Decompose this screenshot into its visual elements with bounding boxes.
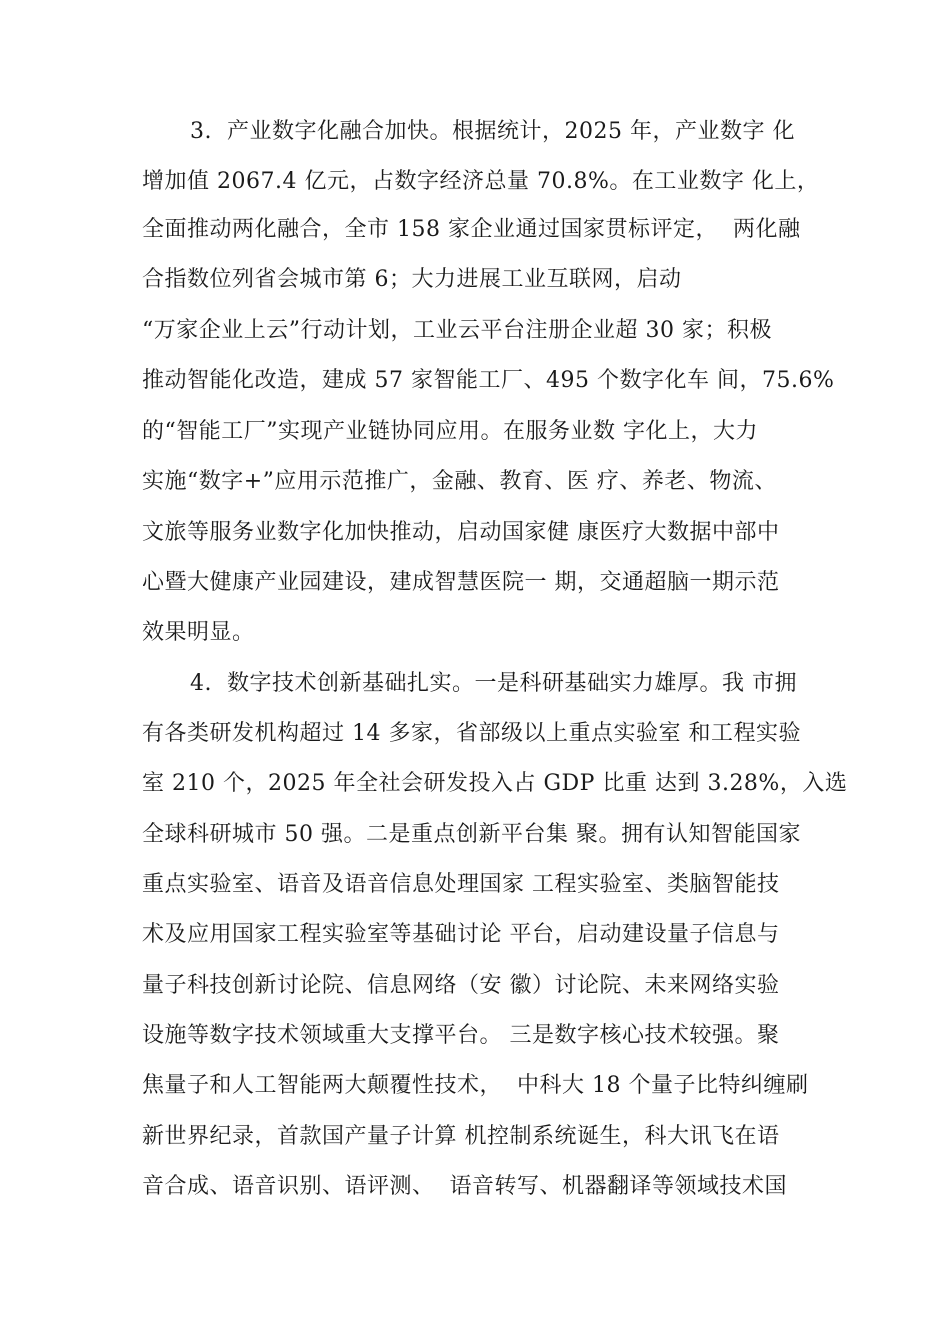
paragraph-4-line-10: 新世界纪录，首款国产量子计算 机控制系统诞生，科大讯飞在语 [142, 1124, 780, 1149]
paragraph-3-line-11: 效果明显。 [142, 620, 255, 645]
paragraph-4-line-5: 重点实验室、语音及语音信息处理国家 工程实验室、类脑智能技 [142, 872, 780, 897]
paragraph-4-line-3: 室 210 个，2025 年全社会研发投入占 GDP 比重 达到 3.28%，入选 [142, 771, 848, 796]
paragraph-4-line-8: 设施等数字技术领域重大支撑平台。 三是数字核心技术较强。聚 [142, 1023, 780, 1048]
paragraph-4-line-1: 4. 数字技术创新基础扎实。一是科研基础实力雄厚。我 市拥 [190, 671, 797, 696]
paragraph-3-line-6: 推动智能化改造，建成 57 家智能工厂、495 个数字化车 间，75.6% [142, 368, 835, 393]
paragraph-4-line-2: 有各类研发机构超过 14 多家，省部级以上重点实验室 和工程实验 [142, 721, 801, 746]
paragraph-3-line-9: 文旅等服务业数字化加快推动，启动国家健 康医疗大数据中部中 [142, 520, 780, 545]
paragraph-3-line-5: “万家企业上云”行动计划，工业云平台注册企业超 30 家；积极 [142, 318, 772, 343]
paragraph-3-line-10: 心暨大健康产业园建设，建成智慧医院一 期，交通超脑一期示范 [142, 570, 780, 595]
paragraph-4-line-11: 音合成、语音识别、语评测、 语音转写、机器翻译等领域技术国 [142, 1174, 787, 1199]
paragraph-4-line-6: 术及应用国家工程实验室等基础讨论 平台，启动建设量子信息与 [142, 922, 780, 947]
paragraph-3-line-4: 合指数位列省会城市第 6；大力进展工业互联网，启动 [142, 267, 682, 292]
paragraph-3-line-7: 的“智能工厂”实现产业链协同应用。在服务业数 字化上，大力 [142, 419, 758, 444]
paragraph-3-line-1: 3. 产业数字化融合加快。根据统计，2025 年，产业数字 化 [190, 119, 795, 144]
paragraph-3-line-8: 实施“数字+”应用示范推广，金融、教育、医 疗、养老、物流、 [142, 469, 777, 494]
paragraph-3-line-2: 增加值 2067.4 亿元，占数字经济总量 70.8%。在工业数字 化上， [142, 169, 820, 194]
paragraph-3-line-3: 全面推动两化融合，全市 158 家企业通过国家贯标评定， 两化融 [142, 217, 801, 242]
paragraph-4-line-9: 焦量子和人工智能两大颠覆性技术， 中科大 18 个量子比特纠缠刷 [142, 1073, 809, 1098]
paragraph-4-line-7: 量子科技创新讨论院、信息网络（安 徽）讨论院、未来网络实验 [142, 973, 780, 998]
paragraph-4-line-4: 全球科研城市 50 强。二是重点创新平台集 聚。拥有认知智能国家 [142, 822, 801, 847]
